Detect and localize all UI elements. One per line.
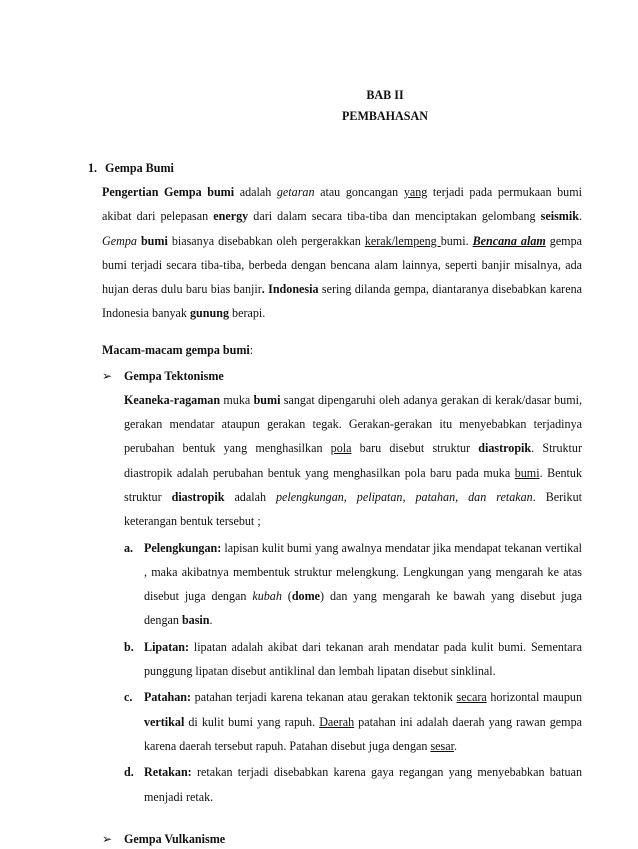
list-item xyxy=(124,685,582,758)
link-yang[interactable]: yang xyxy=(403,185,428,199)
link-daerah[interactable]: Daerah xyxy=(319,714,355,729)
text: di kulit bumi yang rapuh. xyxy=(184,714,320,729)
text: adalah xyxy=(224,489,276,504)
term-bold: Keaneka-ragaman xyxy=(124,392,221,407)
text: berapi. xyxy=(229,306,266,321)
spacer xyxy=(88,809,582,823)
text: . Struktur diastropik adalah perubahan bentuk yang menghasilkan pola baru pada muka xyxy=(124,441,582,480)
arrow-bullet-icon: ➢ xyxy=(102,368,113,383)
types-heading xyxy=(102,340,582,360)
list-label: b. xyxy=(124,639,134,654)
bullet-title: Gempa Vulkanisme xyxy=(124,831,226,846)
text: baru disebut struktur xyxy=(351,441,479,456)
item-head: Lipatan: xyxy=(144,639,190,654)
tektonik-paragraph xyxy=(124,388,582,534)
arrow-bullet-icon: ➢ xyxy=(102,831,113,846)
text: dari dalam secara tiba-tiba dan menciptakan gelombang xyxy=(248,209,541,224)
text: horizontal maupun xyxy=(486,690,582,705)
term-bold: vertikal xyxy=(144,714,185,729)
link-bencana-alam[interactable]: Bencana alam xyxy=(472,233,546,248)
link-pola[interactable]: pola xyxy=(330,441,352,456)
term-bold: dome xyxy=(291,589,321,604)
text: . xyxy=(578,209,582,224)
text: . xyxy=(453,738,457,753)
text: patahan terjadi karena tekanan atau gerakan tektonik xyxy=(191,690,457,705)
item-head: Pelengkungan: xyxy=(144,540,222,555)
term-bold: diastropik xyxy=(171,489,225,504)
term-bold: bumi xyxy=(140,233,168,248)
chapter-title: PEMBAHASAN xyxy=(341,109,428,123)
intro-paragraph xyxy=(102,180,582,326)
list-item xyxy=(124,760,582,809)
term-italic: getaran xyxy=(276,185,315,199)
text: patahan ini adalah daerah yang rawan gempa karena daerah tersebut rapuh. Patahan disebut juga dengan xyxy=(144,714,582,753)
text: lapisan kulit bumi yang awalnya mendatar jika mendapat tekanan vertikal , maka akibatnya membentuk struktur melengkung. Lengkungan yang mengarah ke atas disebut juga dengan xyxy=(144,540,582,604)
text: sering dilanda gempa, diantaranya disebabkan karena Indonesia banyak xyxy=(102,282,582,321)
bullet-vulkanik xyxy=(102,829,582,849)
section-title: Gempa Bumi xyxy=(105,161,174,175)
text: ) dan yang mengarah ke bawah yang disebut juga dengan xyxy=(144,589,583,628)
text: sangat dipengaruhi oleh adanya gerakan di kerak/dasar bumi, gerakan mendatar ataupun gerakan tegak. Gerakan-gerakan itu menyebabkan terjadinya perubahan bentuk yang menghasilkan xyxy=(124,392,582,456)
text: lipatan adalah akibat dari tekanan arah mendatar pada kulit bumi. Sementara punggung lipatan disebut antiklinal dan lembah lipatan disebut sinklinal. xyxy=(144,639,582,679)
link-secara[interactable]: secara xyxy=(456,690,487,705)
term-bold: seismik xyxy=(540,209,579,224)
link-kerak-lempeng[interactable]: kerak/lempeng xyxy=(364,233,441,248)
list-item xyxy=(124,536,582,633)
term-italic: Gempa xyxy=(102,233,137,248)
term-italic: kubah xyxy=(252,589,282,604)
list-item xyxy=(124,635,582,684)
term-italic: pelengkungan, pelipatan, patahan, dan retakan xyxy=(275,489,533,504)
term-bold: Pengertian Gempa bumi xyxy=(102,185,235,199)
item-head: Patahan: xyxy=(144,690,192,705)
text: . Berikut keterangan bentuk tersebut ; xyxy=(124,489,582,529)
section-number: 1. xyxy=(88,161,98,175)
chapter-heading: BAB II xyxy=(366,88,404,102)
link-sesar[interactable]: sesar xyxy=(430,738,454,753)
text: retakan terjadi disebabkan karena gaya regangan yang menyebabkan batuan menjadi retak. xyxy=(144,765,582,804)
list-label: c. xyxy=(124,690,133,705)
text: gempa bumi terjadi secara tiba-tiba, berbeda dengan bencana alam lainnya, seperti banjir misalnya, ada hujan deras dulu baru bias banjir xyxy=(102,233,583,297)
term-bold: . Indonesia xyxy=(261,282,319,297)
link-bumi[interactable]: bumi xyxy=(514,465,540,480)
text: ( xyxy=(281,589,292,604)
text: . xyxy=(209,613,213,628)
list-label: d. xyxy=(124,765,134,780)
text: atau goncangan xyxy=(314,185,404,199)
section-heading xyxy=(88,158,582,178)
term-bold: bumi xyxy=(253,392,281,407)
text: bumi. xyxy=(440,233,473,248)
text: . Bentuk struktur xyxy=(124,465,582,504)
text: biasanya disebabkan oleh pergerakkan xyxy=(167,233,365,248)
term-bold: diastropik xyxy=(478,441,532,456)
types-heading-bold: Macam-macam gempa bumi xyxy=(102,342,250,357)
text: terjadi pada permukaan bumi akibat dari pelepasan xyxy=(102,185,582,224)
term-bold: gunung xyxy=(190,306,229,321)
text: muka xyxy=(220,392,254,407)
term-bold: basin xyxy=(181,613,210,628)
item-head: Retakan: xyxy=(144,765,192,780)
term-bold: energy xyxy=(213,209,249,224)
text: adalah xyxy=(234,185,277,199)
list-label: a. xyxy=(124,540,134,555)
bullet-title: Gempa Tektonisme xyxy=(124,368,224,383)
bullet-tektonik xyxy=(102,366,582,386)
text: : xyxy=(249,342,254,357)
